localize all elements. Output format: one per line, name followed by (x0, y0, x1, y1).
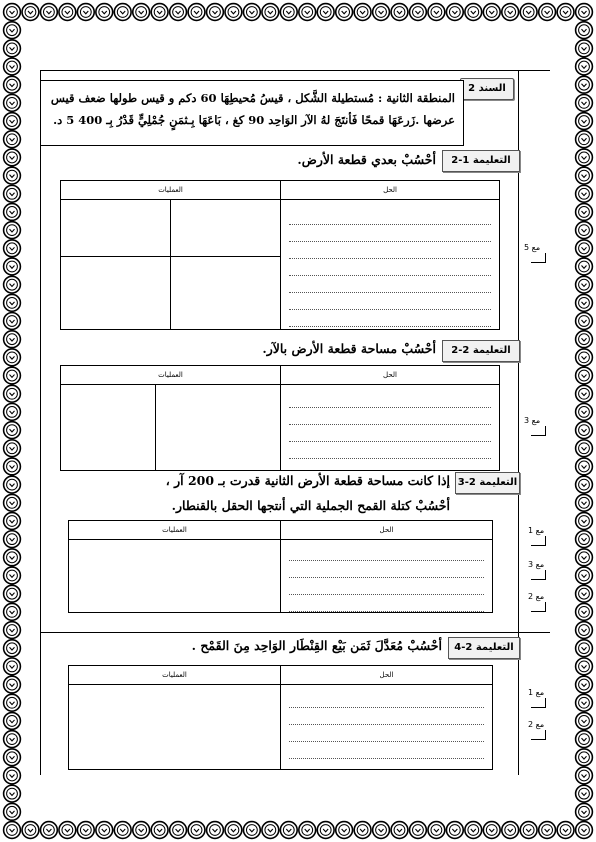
border-ring (133, 4, 150, 21)
border-ring (4, 385, 21, 402)
border-ring (170, 822, 187, 839)
instruction-4-tag: التعليمة 2-4 (448, 637, 520, 659)
sanad-line-1: المنطقة الثانية : مُستطيلة الشَّكل ، قيسُ مُحيطِهَا 60 دكم و قيس طولها ضعف قيس (50, 91, 455, 105)
border-ring (576, 603, 593, 620)
border-ring (576, 567, 593, 584)
border-ring (576, 531, 593, 548)
border-ring (576, 767, 593, 784)
border-ring (336, 4, 353, 21)
border-ring (576, 185, 593, 202)
border-ring (576, 222, 593, 239)
answer-line[interactable] (289, 276, 491, 293)
border-ring (576, 149, 593, 166)
operations-cell[interactable] (61, 257, 171, 330)
border-ring (4, 149, 21, 166)
border-ring (243, 4, 260, 21)
border-ring (483, 822, 500, 839)
border-ring (151, 822, 168, 839)
border-ring (4, 40, 21, 57)
border-ring (576, 58, 593, 75)
border-ring (557, 4, 574, 21)
border-ring (4, 640, 21, 657)
border-ring (576, 640, 593, 657)
border-ring (41, 822, 58, 839)
border-ring (4, 549, 21, 566)
answer-line[interactable] (289, 544, 484, 561)
answer-line[interactable] (289, 391, 491, 408)
border-ring (4, 676, 21, 693)
border-ring (4, 4, 21, 21)
answer-line[interactable] (289, 293, 491, 310)
border-ring (96, 4, 113, 21)
border-ring (299, 822, 316, 839)
solution-header: الحل (281, 521, 493, 540)
grade-2-box (531, 426, 546, 436)
border-ring (4, 331, 21, 348)
instruction-1-table (60, 180, 500, 330)
border-ring (41, 4, 58, 21)
border-ring (114, 822, 131, 839)
border-ring (4, 531, 21, 548)
border-ring (576, 676, 593, 693)
border-ring (576, 240, 593, 257)
border-ring (4, 167, 21, 184)
answer-line[interactable] (289, 708, 484, 725)
border-ring (4, 94, 21, 111)
border-ring (576, 40, 593, 57)
border-ring (576, 204, 593, 221)
border-ring (576, 822, 593, 839)
operations-cell[interactable] (69, 540, 281, 613)
operations-cell[interactable] (156, 385, 281, 471)
border-ring (299, 4, 316, 21)
border-ring (4, 513, 21, 530)
grade-2: مع 3 (524, 416, 541, 425)
border-ring (354, 4, 371, 21)
border-ring (576, 585, 593, 602)
border-ring (354, 822, 371, 839)
border-ring (576, 76, 593, 93)
instruction-4-table (68, 665, 493, 770)
border-ring (410, 4, 427, 21)
border-ring (336, 822, 353, 839)
border-ring (133, 822, 150, 839)
border-ring (483, 4, 500, 21)
answer-line[interactable] (289, 725, 484, 742)
border-ring (317, 822, 334, 839)
border-ring (4, 567, 21, 584)
border-ring (4, 349, 21, 366)
grade-1: مع 5 (524, 243, 541, 252)
border-ring (576, 294, 593, 311)
answer-line[interactable] (289, 561, 484, 578)
instruction-2-text: أحْسُبْ مساحة قطعة الأرض بالآر. (262, 341, 436, 356)
border-ring (576, 731, 593, 748)
answer-line[interactable] (289, 691, 484, 708)
border-ring (576, 276, 593, 293)
border-ring (4, 294, 21, 311)
border-ring (502, 4, 519, 21)
border-ring (576, 549, 593, 566)
border-ring (465, 4, 482, 21)
frame-right-line (518, 70, 519, 775)
grade-3c: مع 2 (528, 592, 545, 601)
border-ring (114, 4, 131, 21)
border-ring (280, 4, 297, 21)
border-ring (4, 404, 21, 421)
answer-line[interactable] (289, 225, 491, 242)
border-ring (576, 476, 593, 493)
answer-line[interactable] (289, 208, 491, 225)
border-ring (576, 749, 593, 766)
border-ring (391, 4, 408, 21)
border-ring (262, 4, 279, 21)
border-ring (4, 58, 21, 75)
grade-3b-box (531, 570, 546, 580)
border-ring (4, 803, 21, 820)
operations-cell[interactable] (61, 385, 156, 471)
border-ring (576, 258, 593, 275)
border-ring (576, 131, 593, 148)
border-ring (4, 785, 21, 802)
border-ring (4, 494, 21, 511)
grade-4b-box (531, 730, 546, 740)
operations-cell[interactable] (171, 257, 281, 330)
border-ring (225, 822, 242, 839)
instruction-3-text: إذا كانت مساحة قطعة الأرض الثانية قدرت بـ 200 آر ، (165, 473, 450, 488)
grade-3a-box (531, 536, 546, 546)
operations-header: العمليات (69, 666, 281, 685)
border-ring (243, 822, 260, 839)
border-ring (465, 822, 482, 839)
border-ring (4, 76, 21, 93)
solution-cell[interactable] (281, 540, 493, 613)
border-ring (207, 822, 224, 839)
border-ring (576, 94, 593, 111)
border-ring (502, 822, 519, 839)
border-ring (520, 4, 537, 21)
border-ring (4, 204, 21, 221)
border-ring (96, 822, 113, 839)
border-ring (4, 367, 21, 384)
grade-4a: مع 1 (528, 688, 545, 697)
border-ring (576, 113, 593, 130)
border-ring (4, 749, 21, 766)
border-ring (151, 4, 168, 21)
border-ring (576, 385, 593, 402)
answer-line[interactable] (289, 442, 491, 459)
border-ring (391, 822, 408, 839)
grade-1-box (531, 253, 546, 263)
sanad-tag: السند 2 (460, 78, 514, 100)
border-ring (576, 713, 593, 730)
border-ring (576, 22, 593, 39)
border-ring (4, 603, 21, 620)
operations-cell[interactable] (171, 200, 281, 257)
border-ring (77, 822, 94, 839)
answer-line[interactable] (289, 578, 484, 595)
border-ring (4, 767, 21, 784)
answer-line[interactable] (289, 242, 491, 259)
border-ring (576, 694, 593, 711)
border-ring (539, 4, 556, 21)
instruction-3-tag: التعليمة 2-3 (455, 472, 520, 494)
border-ring (280, 822, 297, 839)
border-ring (4, 276, 21, 293)
border-ring (576, 167, 593, 184)
border-ring (4, 185, 21, 202)
answer-line[interactable] (289, 742, 484, 759)
instruction-2-table (60, 365, 500, 471)
border-ring (4, 313, 21, 330)
solution-header: الحل (281, 666, 493, 685)
border-ring (4, 22, 21, 39)
frame-top-line (40, 70, 550, 71)
answer-line[interactable] (289, 408, 491, 425)
border-ring (170, 4, 187, 21)
border-ring (4, 440, 21, 457)
border-ring (576, 422, 593, 439)
border-ring (576, 513, 593, 530)
border-ring (373, 822, 390, 839)
grade-3c-box (531, 602, 546, 612)
instruction-2-tag: التعليمة 2-2 (442, 340, 520, 362)
border-ring (59, 4, 76, 21)
border-ring (576, 4, 593, 21)
border-ring (446, 4, 463, 21)
operations-header: العمليات (69, 521, 281, 540)
border-ring (4, 694, 21, 711)
border-ring (4, 222, 21, 239)
answer-line[interactable] (289, 259, 491, 276)
border-ring (576, 440, 593, 457)
answer-line[interactable] (289, 425, 491, 442)
border-ring (576, 331, 593, 348)
border-ring (188, 822, 205, 839)
instruction-3-text-2: أحْسُبْ كتلة القمح الجملية التي أنتجها الحقل بالقنطار. (171, 498, 450, 513)
border-ring (576, 313, 593, 330)
operations-cell[interactable] (61, 200, 171, 257)
grade-4b: مع 2 (528, 720, 545, 729)
border-ring (4, 622, 21, 639)
instruction-3-table (68, 520, 493, 613)
border-ring (410, 822, 427, 839)
border-ring (373, 4, 390, 21)
grade-4a-box (531, 698, 546, 708)
answer-line[interactable] (289, 595, 484, 612)
solution-cell[interactable] (281, 385, 500, 471)
border-ring (262, 822, 279, 839)
border-ring (576, 622, 593, 639)
section-divider-line (40, 632, 550, 633)
border-ring (4, 458, 21, 475)
border-ring (557, 822, 574, 839)
operations-header: العمليات (61, 366, 281, 385)
border-ring (4, 422, 21, 439)
sanad-line-2: عرضها .زَرعَهَا قمحًا فَأنتَجَ لهُ الآر الوَاحِد 90 كغ ، بَاعَهَا بِـثمَنٍ جُمْلِيٍّ قَدْرُ بِـ 400 5 د. (53, 113, 455, 127)
operations-header: العمليات (61, 181, 281, 200)
border-ring (576, 404, 593, 421)
border-ring (576, 367, 593, 384)
solution-cell[interactable] (281, 685, 493, 770)
instruction-1-text: أحْسُبْ بعدي قطعة الأرض. (297, 152, 436, 167)
frame-left-line (40, 70, 41, 775)
border-ring (59, 822, 76, 839)
border-ring (22, 4, 39, 21)
border-ring (77, 4, 94, 21)
operations-cell[interactable] (69, 685, 281, 770)
border-ring (225, 4, 242, 21)
border-ring (317, 4, 334, 21)
border-ring (576, 494, 593, 511)
answer-line[interactable] (289, 310, 491, 327)
border-ring (4, 240, 21, 257)
instruction-1-tag: التعليمة 1-2 (442, 150, 520, 172)
border-ring (22, 822, 39, 839)
border-ring (4, 822, 21, 839)
grade-3a: مع 1 (528, 526, 545, 535)
border-ring (4, 658, 21, 675)
solution-cell[interactable] (281, 200, 500, 330)
border-ring (539, 822, 556, 839)
border-ring (576, 349, 593, 366)
border-ring (428, 4, 445, 21)
border-ring (576, 785, 593, 802)
border-ring (4, 585, 21, 602)
border-ring (188, 4, 205, 21)
sanad-box (40, 80, 464, 146)
border-ring (446, 822, 463, 839)
sanad-text (47, 87, 455, 131)
border-ring (520, 822, 537, 839)
border-ring (428, 822, 445, 839)
border-ring (207, 4, 224, 21)
solution-header: الحل (281, 181, 500, 200)
grade-3b: مع 3 (528, 560, 545, 569)
border-ring (4, 258, 21, 275)
border-ring (4, 476, 21, 493)
border-ring (4, 731, 21, 748)
border-ring (4, 713, 21, 730)
border-ring (4, 131, 21, 148)
border-ring (576, 458, 593, 475)
solution-header: الحل (281, 366, 500, 385)
border-ring (576, 803, 593, 820)
instruction-4-text: أحْسُبْ مُعَدَّلَ ثَمَن بَيْع القِنْطَار الوَاحِد مِنَ القَمْح . (191, 638, 442, 653)
border-ring (576, 658, 593, 675)
border-ring (4, 113, 21, 130)
